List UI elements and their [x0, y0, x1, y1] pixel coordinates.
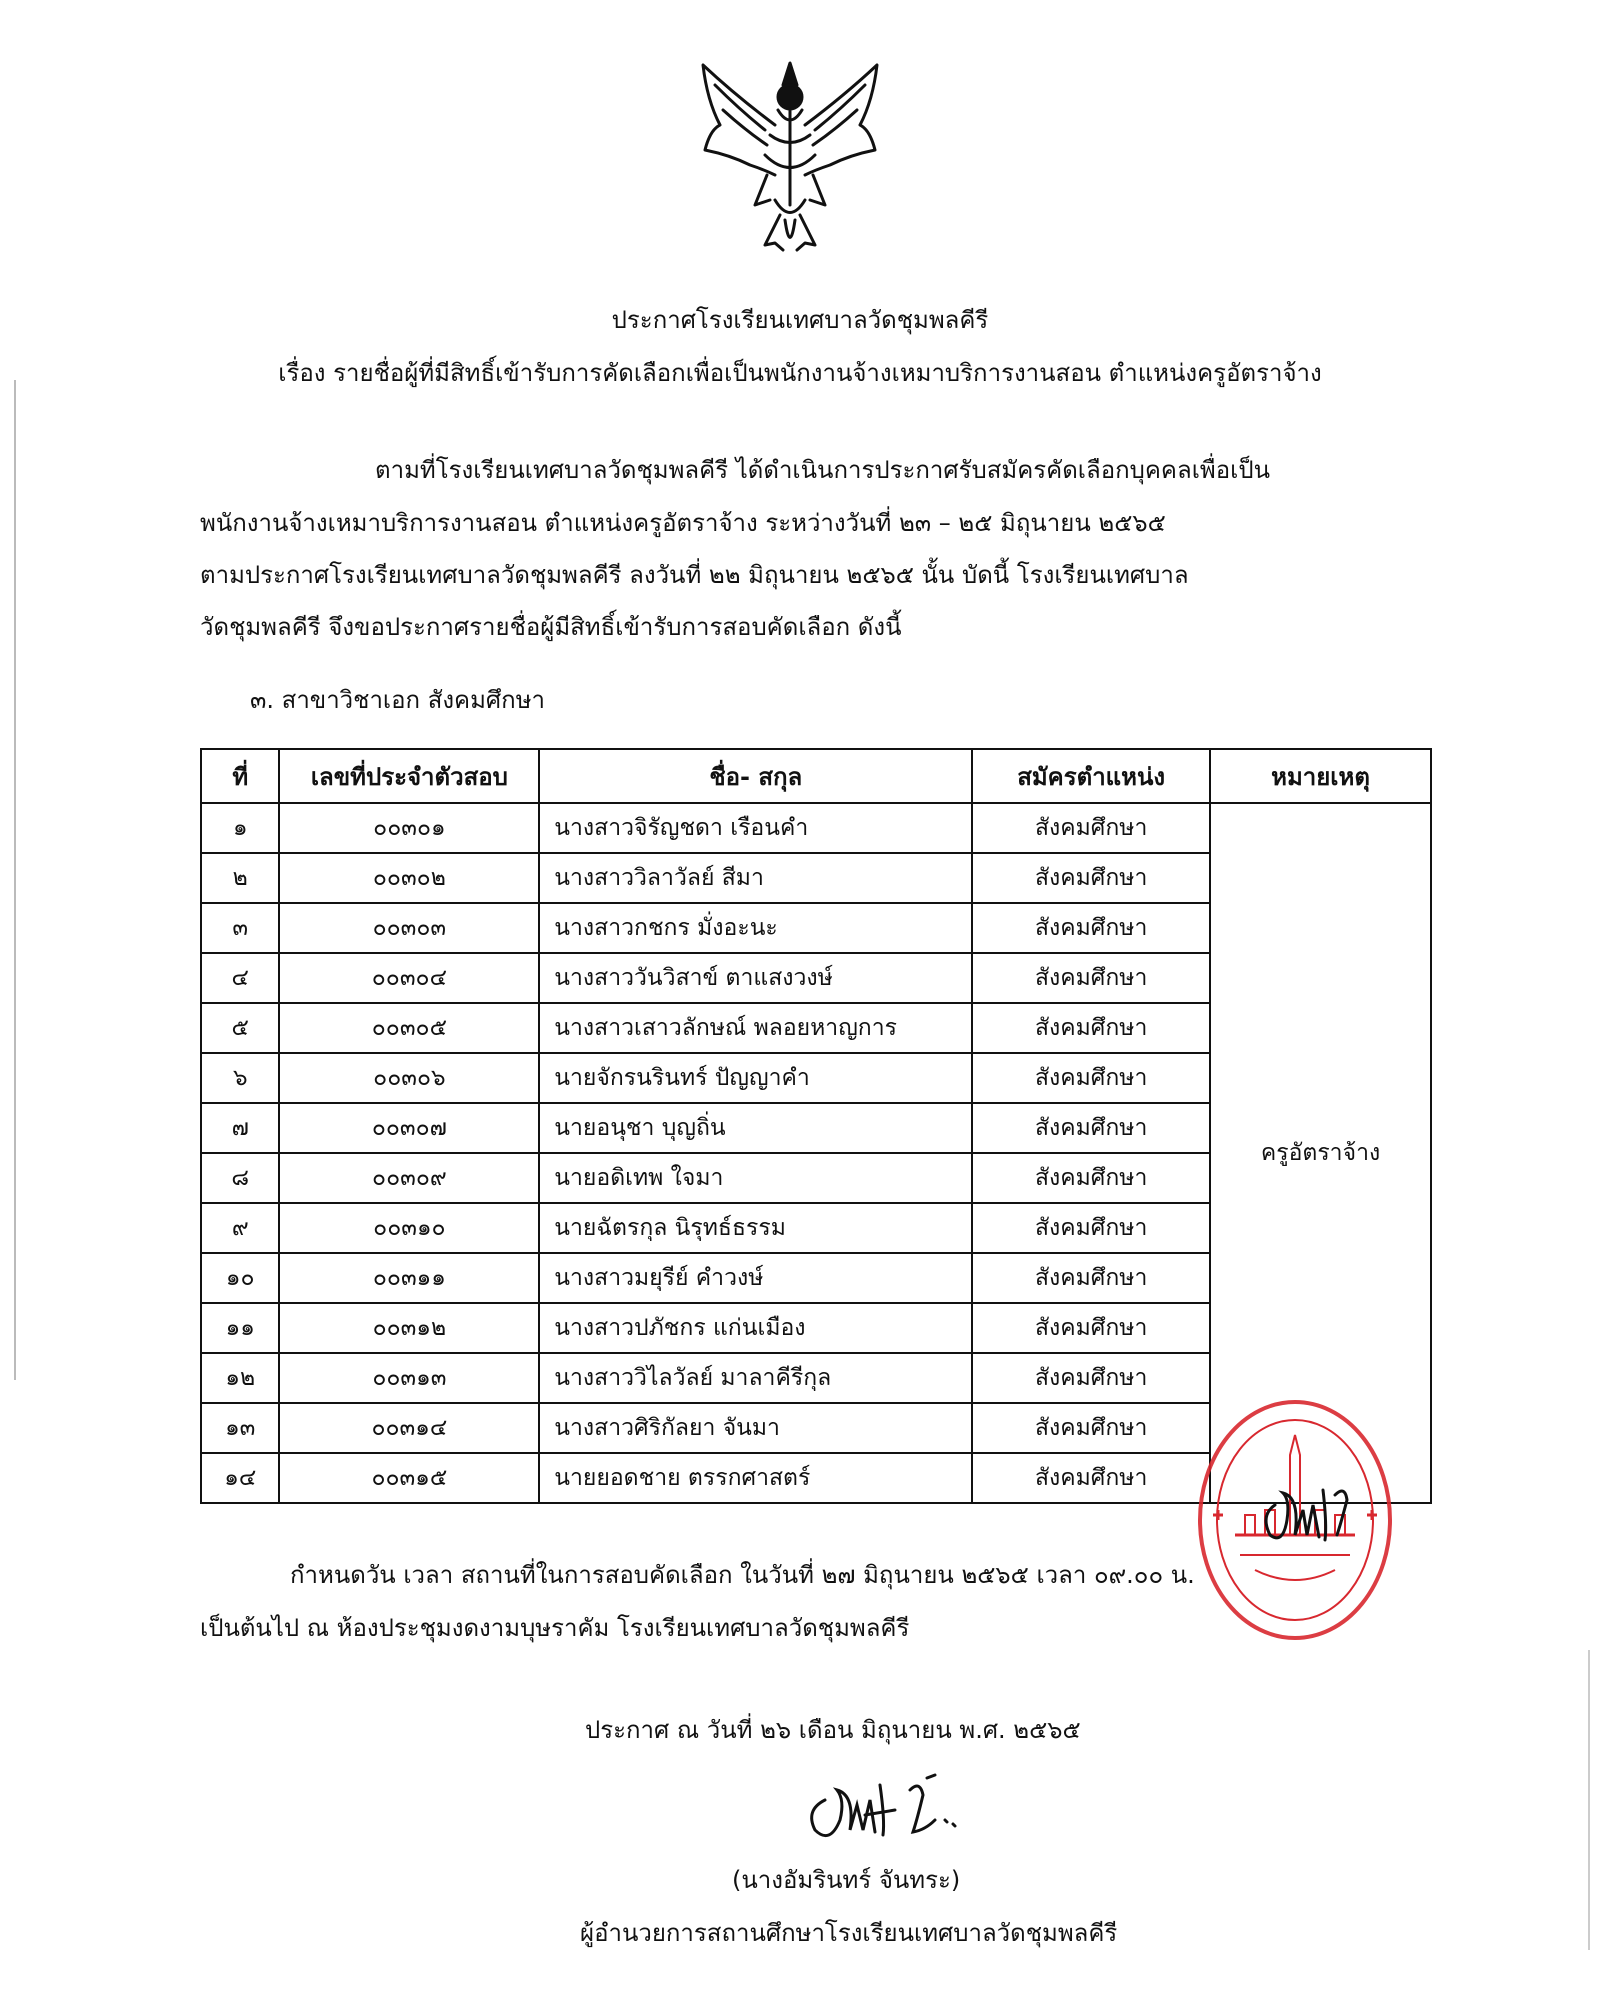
row-name: นางสาวศิริกัลยา จันมา [539, 1403, 972, 1453]
row-name: นายจักรนรินทร์ ปัญญาคำ [539, 1053, 972, 1103]
header-remark: หมายเหตุ [1210, 749, 1431, 803]
row-name: นายฉัตรกุล นิรุทธ์ธรรม [539, 1203, 972, 1253]
row-name: นายอนุชา บุญถิ่น [539, 1103, 972, 1153]
row-position: สังคมศึกษา [972, 903, 1210, 953]
row-position: สังคมศึกษา [972, 803, 1210, 853]
row-number: ๑๑ [201, 1303, 279, 1353]
row-number: ๕ [201, 1003, 279, 1053]
row-exam-id: ๐๐๓๑๔ [279, 1403, 539, 1453]
row-name: นายอดิเทพ ใจมา [539, 1153, 972, 1203]
row-exam-id: ๐๐๓๑๒ [279, 1303, 539, 1353]
row-exam-id: ๐๐๓๐๔ [279, 953, 539, 1003]
signer-title: ผู้อำนวยการสถานศึกษาโรงเรียนเทศบาลวัดชุมพลคีรี [580, 1919, 1118, 1947]
row-position: สังคมศึกษา [972, 1053, 1210, 1103]
row-name: นางสาววิลาวัลย์ สีมา [539, 853, 972, 903]
row-name: นางสาวกชกร มั่งอะนะ [539, 903, 972, 953]
row-position: สังคมศึกษา [972, 1453, 1210, 1503]
row-number: ๑๒ [201, 1353, 279, 1403]
header-exam-id: เลขที่ประจำตัวสอบ [279, 749, 539, 803]
header-name: ชื่อ- สกุล [539, 749, 972, 803]
row-number: ๔ [201, 953, 279, 1003]
row-exam-id: ๐๐๓๑๓ [279, 1353, 539, 1403]
body-line: ตามประกาศโรงเรียนเทศบาลวัดชุมพลคีรี ลงวันที่ ๒๒ มิถุนายน ๒๕๖๕ นั้น บัดนี้ โรงเรียนเทศบาล [200, 561, 1189, 589]
row-position: สังคมศึกษา [972, 853, 1210, 903]
row-exam-id: ๐๐๓๑๐ [279, 1203, 539, 1253]
row-position: สังคมศึกษา [972, 1403, 1210, 1453]
row-number: ๘ [201, 1153, 279, 1203]
row-exam-id: ๐๐๓๐๓ [279, 903, 539, 953]
row-number: ๑๔ [201, 1453, 279, 1503]
row-position: สังคมศึกษา [972, 1203, 1210, 1253]
row-position: สังคมศึกษา [972, 953, 1210, 1003]
row-exam-id: ๐๐๓๐๖ [279, 1053, 539, 1103]
body-line: พนักงานจ้างเหมาบริการงานสอน ตำแหน่งครูอัตราจ้าง ระหว่างวันที่ ๒๓ – ๒๕ มิถุนายน ๒๕๖๕ [200, 509, 1166, 537]
scan-edge [14, 380, 16, 1380]
row-number: ๗ [201, 1103, 279, 1153]
row-number: ๖ [201, 1053, 279, 1103]
row-number: ๙ [201, 1203, 279, 1253]
signer-name: (นางอัมรินทร์ จันทระ) [732, 1866, 961, 1894]
table-header-row [201, 749, 1431, 803]
row-number: ๑ [201, 803, 279, 853]
row-name: นางสาวจิรัญชดา เรือนคำ [539, 803, 972, 853]
row-exam-id: ๐๐๓๑๑ [279, 1253, 539, 1303]
row-position: สังคมศึกษา [972, 1003, 1210, 1053]
exam-location-line: เป็นต้นไป ณ ห้องประชุมงดงามบุษราคัม โรงเรียนเทศบาลวัดชุมพลคีรี [200, 1614, 910, 1642]
row-remark: ครูอัตราจ้าง [1210, 803, 1431, 1503]
row-exam-id: ๐๐๓๐๒ [279, 853, 539, 903]
row-name: นางสาวเสาวลักษณ์ พลอยหาญการ [539, 1003, 972, 1053]
row-number: ๓ [201, 903, 279, 953]
row-exam-id: ๐๐๓๐๑ [279, 803, 539, 853]
scan-edge [1588, 1650, 1590, 1950]
row-name: นางสาวปภัชกร แก่นเมือง [539, 1303, 972, 1353]
header-position: สมัครตำแหน่ง [972, 749, 1210, 803]
announcement-title: ประกาศโรงเรียนเทศบาลวัดชุมพลคีรี [611, 306, 989, 334]
row-exam-id: ๐๐๓๑๕ [279, 1453, 539, 1503]
table-row [201, 803, 1431, 853]
official-seal-stamp [1195, 1395, 1395, 1645]
exam-schedule-line: กำหนดวัน เวลา สถานที่ในการสอบคัดเลือก ในวันที่ ๒๗ มิถุนายน ๒๕๖๕ เวลา ๐๙.๐๐ น. [290, 1561, 1195, 1589]
row-position: สังคมศึกษา [972, 1153, 1210, 1203]
handwritten-signature [795, 1760, 975, 1855]
row-exam-id: ๐๐๓๐๙ [279, 1153, 539, 1203]
body-line: ตามที่โรงเรียนเทศบาลวัดชุมพลคีรี ได้ดำเนินการประกาศรับสมัครคัดเลือกบุคคลเพื่อเป็น [375, 456, 1270, 484]
candidate-table [200, 748, 1432, 1504]
row-position: สังคมศึกษา [972, 1303, 1210, 1353]
row-name: นางสาววิไลวัลย์ มาลาคีรีกุล [539, 1353, 972, 1403]
row-number: ๑๓ [201, 1403, 279, 1453]
announcement-subject: เรื่อง รายชื่อผู้ที่มีสิทธิ์เข้ารับการคัดเลือกเพื่อเป็นพนักงานจ้างเหมาบริการงานสอน ตำแหน่งครูอัตราจ้าง [278, 359, 1322, 387]
row-exam-id: ๐๐๓๐๕ [279, 1003, 539, 1053]
row-position: สังคมศึกษา [972, 1353, 1210, 1403]
row-position: สังคมศึกษา [972, 1253, 1210, 1303]
body-line: วัดชุมพลคีรี จึงขอประกาศรายชื่อผู้มีสิทธิ์เข้ารับการสอบคัดเลือก ดังนี้ [200, 613, 902, 641]
garuda-emblem-icon [695, 55, 885, 255]
row-name: นางสาวมยุรีย์ คำวงษ์ [539, 1253, 972, 1303]
section-heading: ๓. สาขาวิชาเอก สังคมศึกษา [250, 686, 545, 714]
row-exam-id: ๐๐๓๐๗ [279, 1103, 539, 1153]
row-number: ๑๐ [201, 1253, 279, 1303]
row-position: สังคมศึกษา [972, 1103, 1210, 1153]
row-number: ๒ [201, 853, 279, 903]
row-name: นายยอดชาย ตรรกศาสตร์ [539, 1453, 972, 1503]
announcement-date: ประกาศ ณ วันที่ ๒๖ เดือน มิถุนายน พ.ศ. ๒๕๖๕ [585, 1716, 1081, 1744]
header-no: ที่ [201, 749, 279, 803]
row-name: นางสาววันวิสาข์ ตาแสงวงษ์ [539, 953, 972, 1003]
